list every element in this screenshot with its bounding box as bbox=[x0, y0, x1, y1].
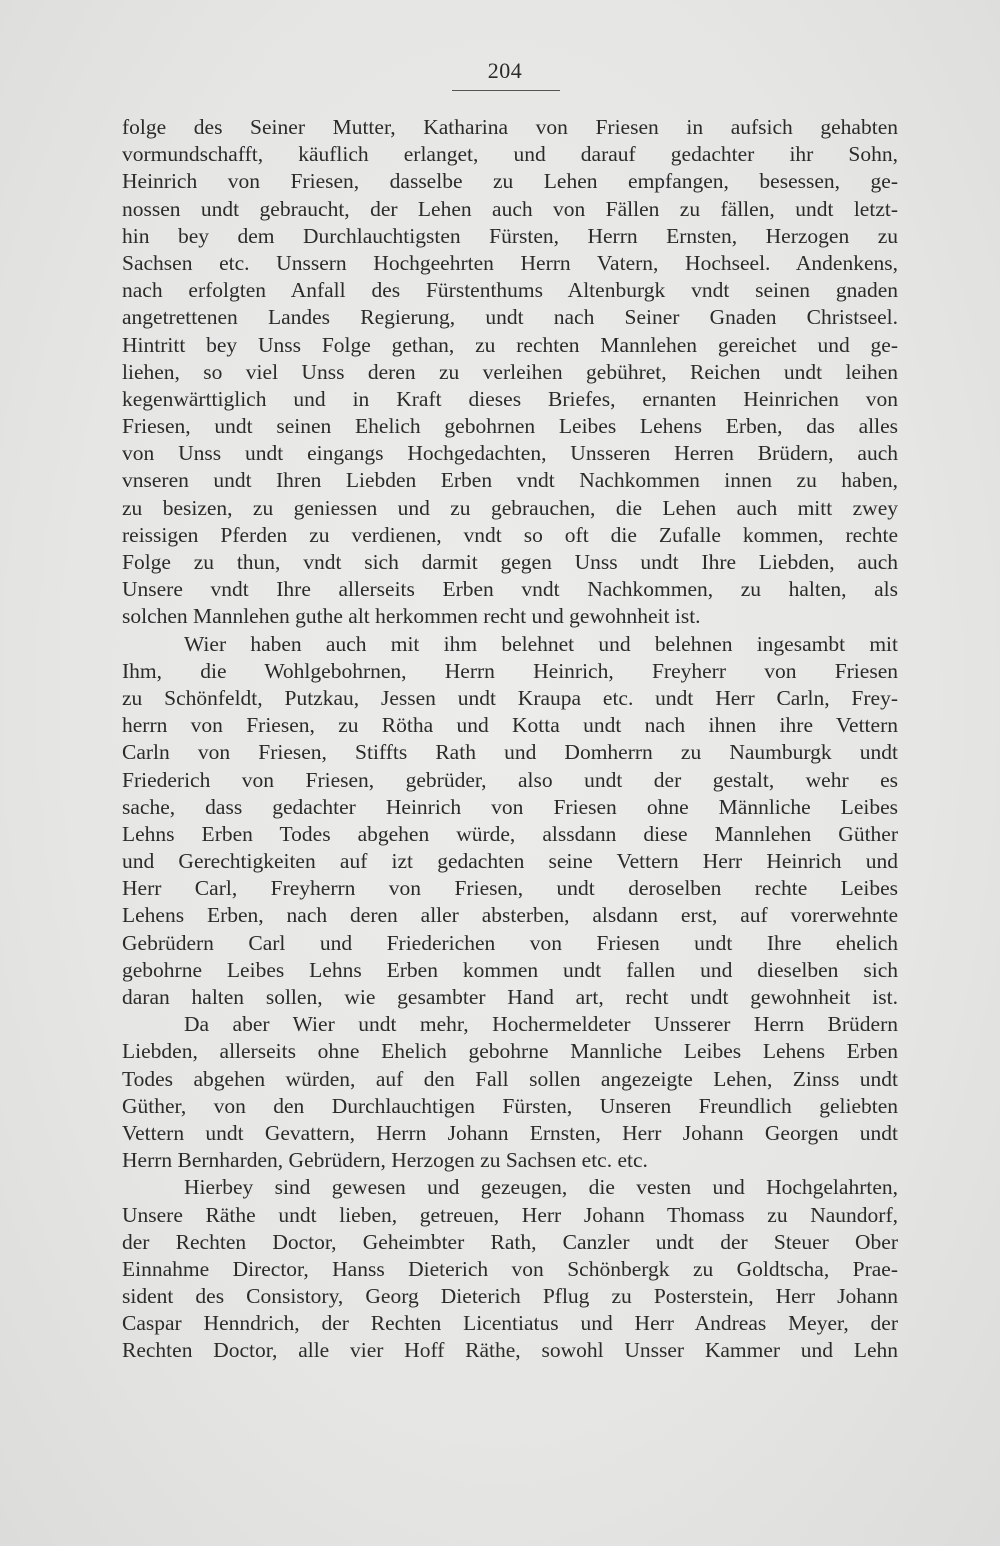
text-line: solchen Mannlehen guthe alt herkommen recht und gewohnheit ist. bbox=[122, 604, 701, 629]
text-line: Todes abgehen würden, auf den Fall sollen angezeigte Lehen, Zinss undt bbox=[122, 1066, 898, 1091]
text-line: Carln von Friesen, Stiffts Rath und Domherrn zu Naumburgk undt bbox=[122, 740, 898, 765]
text-line: gebohrne Leibes Lehns Erben kommen undt fallen und dieselben sich bbox=[122, 957, 898, 982]
text-line: Rechten Doctor, alle vier Hoff Räthe, sowohl Unsser Kammer und Lehn bbox=[122, 1338, 898, 1363]
text-line: von Unss undt eingangs Hochgedachten, Unsseren Herren Brüdern, auch bbox=[122, 441, 898, 466]
page-number: 204 bbox=[487, 58, 523, 83]
text-line: Ihm, die Wohlgebohrnen, Herrn Heinrich, Freyherr von Friesen bbox=[122, 658, 898, 683]
text-line: Herr Carl, Freyherrn von Friesen, undt deroselben rechte Leibes bbox=[122, 876, 898, 901]
text-line: und Gerechtigkeiten auf izt gedachten seine Vettern Herr Heinrich und bbox=[122, 849, 898, 874]
text-line: der Rechten Doctor, Geheimbter Rath, Canzler undt der Steuer Ober bbox=[122, 1229, 898, 1254]
text-line: zu besizen, zu geniessen und zu gebrauchen, die Lehen auch mitt zwey bbox=[122, 495, 898, 520]
text-line: nach erfolgten Anfall des Fürstenthums Altenburgk vndt seinen gnaden bbox=[122, 278, 898, 303]
text-line: vnseren undt Ihren Liebden Erben vndt Nachkommen innen zu haben, bbox=[122, 468, 898, 493]
text-line: angetrettenen Landes Regierung, undt nach Seiner Gnaden Christseel. bbox=[122, 305, 898, 330]
text-line: Heinrich von Friesen, dasselbe zu Lehen empfangen, besessen, ge- bbox=[122, 169, 898, 194]
body-text bbox=[122, 114, 898, 1365]
text-line: Vettern undt Gevattern, Herrn Johann Ernsten, Herr Johann Georgen undt bbox=[122, 1120, 898, 1145]
text-line: reissigen Pferden zu verdienen, vndt so oft die Zufalle kommen, rechte bbox=[122, 522, 898, 547]
text-line: Unsere vndt Ihre allerseits Erben vndt Nachkommen, zu halten, als bbox=[122, 577, 898, 602]
text-line: Folge zu thun, vndt sich darmit gegen Unss undt Ihre Liebden, auch bbox=[122, 550, 898, 574]
text-line: liehen, so viel Unss deren zu verleihen gebühret, Reichen undt leihen bbox=[122, 359, 898, 384]
text-line: Hierbey sind gewesen und gezeugen, die vesten und Hochgelahrten, bbox=[184, 1175, 898, 1200]
text-line: Lehens Erben, nach deren aller absterben, alsdann erst, auf vorerwehnte bbox=[122, 903, 898, 928]
text-line: Unsere Räthe undt lieben, getreuen, Herr Johann Thomass zu Naundorf, bbox=[122, 1202, 898, 1227]
text-line: herrn von Friesen, zu Rötha und Kotta undt nach ihnen ihre Vettern bbox=[122, 713, 898, 738]
text-line: Friesen, undt seinen Ehelich gebohrnen Leibes Lehens Erben, das alles bbox=[122, 414, 898, 439]
text-line: Da aber Wier undt mehr, Hochermeldeter Unsserer Herrn Brüdern bbox=[184, 1012, 898, 1037]
text-line: Lehns Erben Todes abgehen würde, alssdann diese Mannlehen Güther bbox=[122, 821, 898, 846]
text-line: Einnahme Director, Hanss Dieterich von Schönbergk zu Goldtscha, Prae- bbox=[122, 1256, 898, 1281]
text-line: nossen undt gebraucht, der Lehen auch von Fällen zu fällen, undt letzt- bbox=[122, 196, 898, 221]
text-line: Sachsen etc. Unssern Hochgeehrten Herrn Vatern, Hochseel. Andenkens, bbox=[122, 250, 898, 275]
text-line: sache, dass gedachter Heinrich von Friesen ohne Männliche Leibes bbox=[122, 794, 898, 819]
text-line: Wier haben auch mit ihm belehnet und belehnen ingesambt mit bbox=[184, 631, 898, 656]
text-line: Caspar Henndrich, der Rechten Licentiatus und Herr Andreas Meyer, der bbox=[122, 1311, 898, 1336]
page-number-rule bbox=[452, 90, 560, 91]
text-line: zu Schönfeldt, Putzkau, Jessen undt Kraupa etc. undt Herr Carln, Frey- bbox=[122, 685, 898, 710]
text-line: hin bey dem Durchlauchtigsten Fürsten, Herrn Ernsten, Herzogen zu bbox=[122, 223, 898, 248]
text-line: kegenwärttiglich und in Kraft dieses Briefes, ernanten Heinrichen von bbox=[122, 386, 898, 411]
text-line: Gebrüdern Carl und Friederichen von Friesen undt Ihre ehelich bbox=[122, 930, 898, 955]
text-line: Herrn Bernharden, Gebrüdern, Herzogen zu Sachsen etc. etc. bbox=[122, 1148, 648, 1173]
text-line: folge des Seiner Mutter, Katharina von Friesen in aufsich gehabten bbox=[122, 115, 898, 139]
text-line: vormundschafft, käuflich erlanget, und darauf gedachter ihr Sohn, bbox=[122, 142, 898, 167]
text-line: sident des Consistory, Georg Dieterich Pflug zu Posterstein, Herr Johann bbox=[122, 1284, 898, 1309]
text-line: Liebden, allerseits ohne Ehelich gebohrne Mannliche Leibes Lehens Erben bbox=[122, 1039, 898, 1064]
text-line: Güther, von den Durchlauchtigen Fürsten, Unseren Freundlich geliebten bbox=[122, 1093, 898, 1118]
text-line: Friederich von Friesen, gebrüder, also undt der gestalt, wehr es bbox=[122, 767, 898, 792]
text-line: daran halten sollen, wie gesambter Hand art, recht undt gewohnheit ist. bbox=[122, 985, 898, 1009]
text-line: Hintritt bey Unss Folge gethan, zu rechten Mannlehen gereichet und ge- bbox=[122, 332, 898, 357]
